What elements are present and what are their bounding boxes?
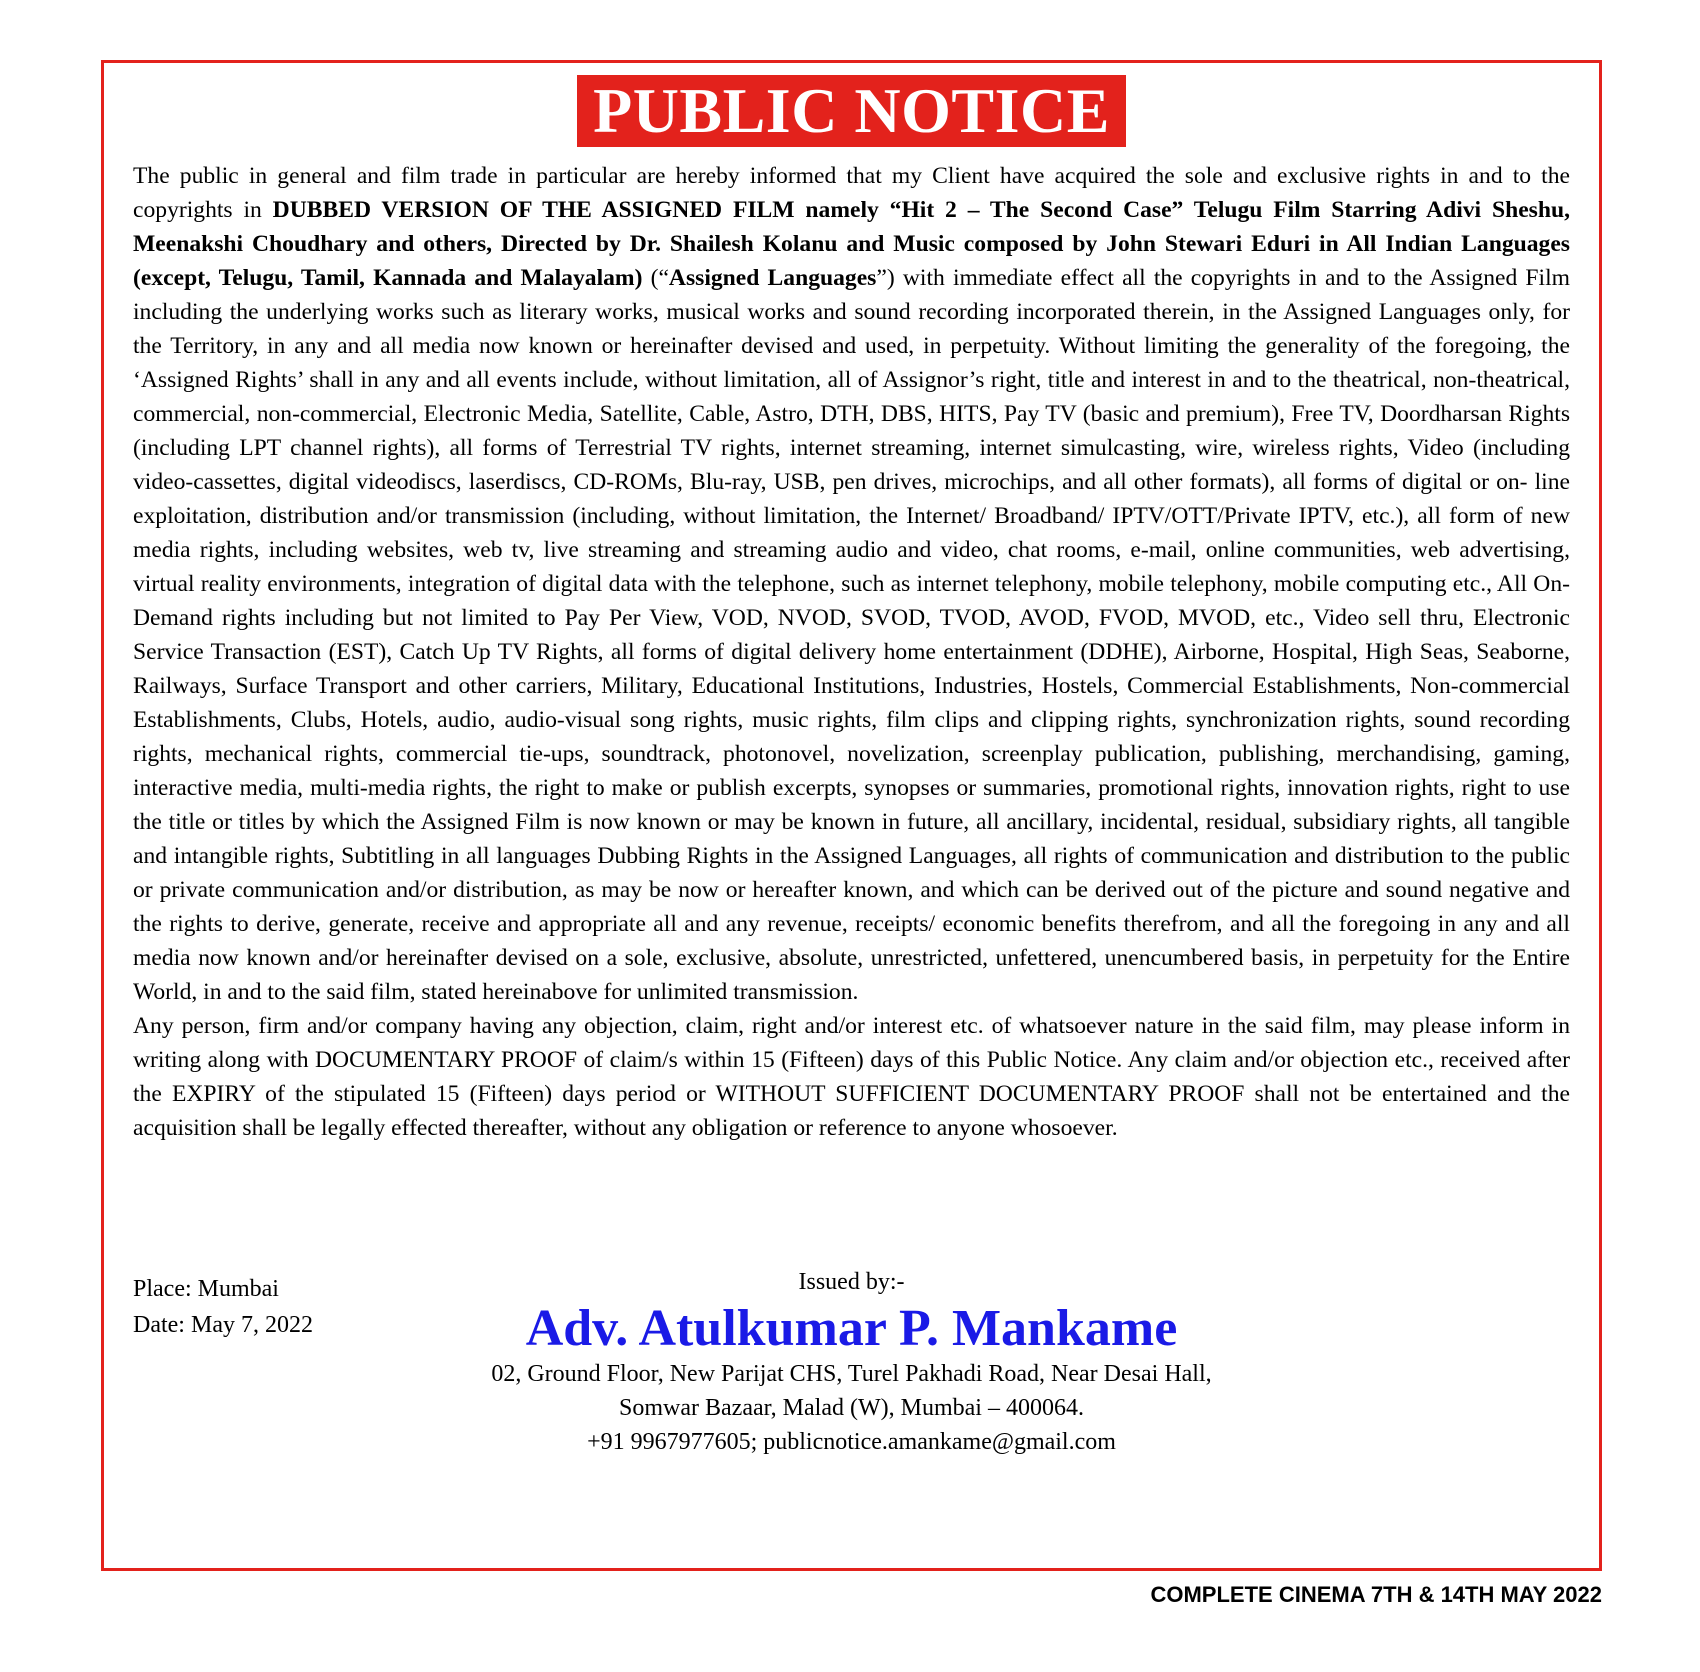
p1-text-b: (“ [642, 265, 669, 291]
p1-bold-languages: Assigned Languages [668, 265, 877, 291]
place: Place: Mumbai [133, 1276, 279, 1302]
date: Date: May 7, 2022 [133, 1312, 313, 1338]
address-line-1: 02, Ground Floor, New Parijat CHS, Turel Pakhadi Road, Near Desai Hall, [491, 1361, 1212, 1387]
p1-bold-film: DUBBED VERSION OF THE ASSIGNED FILM namely “Hit 2 – The Second Case” Telugu Film Starring Adivi Sheshu, Meenakshi Choudhary and others, Directed by Dr. Shailesh Kolanu and Music composed by John Stewari Eduri in All Indian Languages (except, Telugu, Tamil, Kannada and Malayalam) [133, 197, 1570, 291]
notice-title: PUBLIC NOTICE [577, 75, 1126, 147]
issued-by: Issued by:- [798, 1269, 905, 1295]
notice-body [133, 159, 1570, 1145]
notice-frame [101, 60, 1602, 1571]
p1-text-a: The public in general and film trade in particular are hereby informed that my Client have acquired the sole and exclusive rights in and to the copyrights in [133, 163, 1570, 223]
p1-text-c: ”) with immediate effect all the copyrights in and to the Assigned Film including the underlying works such as literary works, musical works and sound recording incorporated therein, in the Assigned Languages only, for the Territory, in any and all media now known or hereinafter devised and used, in perpetuity. Without limiting the generality of the foregoing, the ‘Assigned Rights’ shall in any and all events include, without limitation, all of Assignor’s right, title and interest in and to the theatrical, non-theatrical, commercial, non-commercial, Electronic Media, Satellite, Cable, Astro, DTH, DBS, HITS, Pay TV (basic and premium), Free TV, Doordharsan Rights (including LPT channel rights), all forms of Terrestrial TV rights, internet streaming, internet simulcasting, wire, wireless rights, Video (including video-cassettes, digital videodiscs, laserdiscs, CD-ROMs, Blu-ray, USB, pen drives, microchips, and all other formats), all forms of digital or on- line exploitation, distribution and/or transmission (including, without limitation, the Internet/ Broadband/ IPTV/OTT/Private IPTV, etc.), all form of new media rights, including websites, web tv, live streaming and streaming audio and video, chat rooms, e-mail, online communities, web advertising, virtual reality environments, integration of digital data with the telephone, such as internet telephony, mobile telephony, mobile computing etc., All On-Demand rights including but not limited to Pay Per View, VOD, NVOD, SVOD, TVOD, AVOD, FVOD, MVOD, etc., Video sell thru, Electronic Service Transaction (EST), Catch Up TV Rights, all forms of digital delivery home entertainment (DDHE), Airborne, Hospital, High Seas, Seaborne, Railways, Surface Transport and other carriers, Military, Educational Institutions, Industries, Hostels, Commercial Establishments, Non-commercial Establishments, Clubs, Hotels, audio, audio-visual song rights, music rights, film clips and clipping rights, synchronization rights, sound recording rights, mechanical rights, commercial tie-ups, soundtrack, photonovel, novelization, screenplay publication, publishing, merchandising, gaming, interactive media, multi-media rights, the right to make or publish excerpts, synopses or summaries, promotional rights, innovation rights, right to use the title or titles by which the Assigned Film is now known or may be known in future, all ancillary, incidental, residual, subsidiary rights, all tangible and intangible rights, Subtitling in all languages Dubbing Rights in the Assigned Languages, all rights of communication and distribution to the public or private communication and/or distribution, as may be now or hereafter known, and which can be derived out of the picture and sound negative and the rights to derive, generate, receive and appropriate all and any revenue, receipts/ economic benefits therefrom, and all the foregoing in any and all media now known and/or hereinafter devised on a sole, exclusive, absolute, unrestricted, unfettered, unencumbered basis, in perpetuity for the Entire World, in and to the said film, stated hereinabove for unlimited transmission. [133, 265, 1570, 1005]
title-wrap [104, 75, 1599, 147]
contact-line: +91 9967977605; publicnotice.amankame@gmail.com [587, 1429, 1116, 1455]
paragraph-1 [133, 159, 1570, 1009]
advocate-name: Adv. Atulkumar P. Mankame [525, 1300, 1178, 1357]
paragraph-2: Any person, firm and/or company having any objection, claim, right and/or interest etc. of whatsoever nature in the said film, may please inform in writing along with DOCUMENTARY PROOF of claim/s within 15 (Fifteen) days of this Public Notice. Any claim and/or objection etc., received after the EXPIRY of the stipulated 15 (Fifteen) days period or WITHOUT SUFFICIENT DOCUMENTARY PROOF shall not be entertained and the acquisition shall be legally effected thereafter, without any obligation or reference to anyone whosoever. [133, 1013, 1570, 1141]
publication-footer: COMPLETE CINEMA 7TH & 14TH MAY 2022 [1150, 1582, 1602, 1607]
address-line-2: Somwar Bazaar, Malad (W), Mumbai – 400064. [619, 1395, 1084, 1421]
